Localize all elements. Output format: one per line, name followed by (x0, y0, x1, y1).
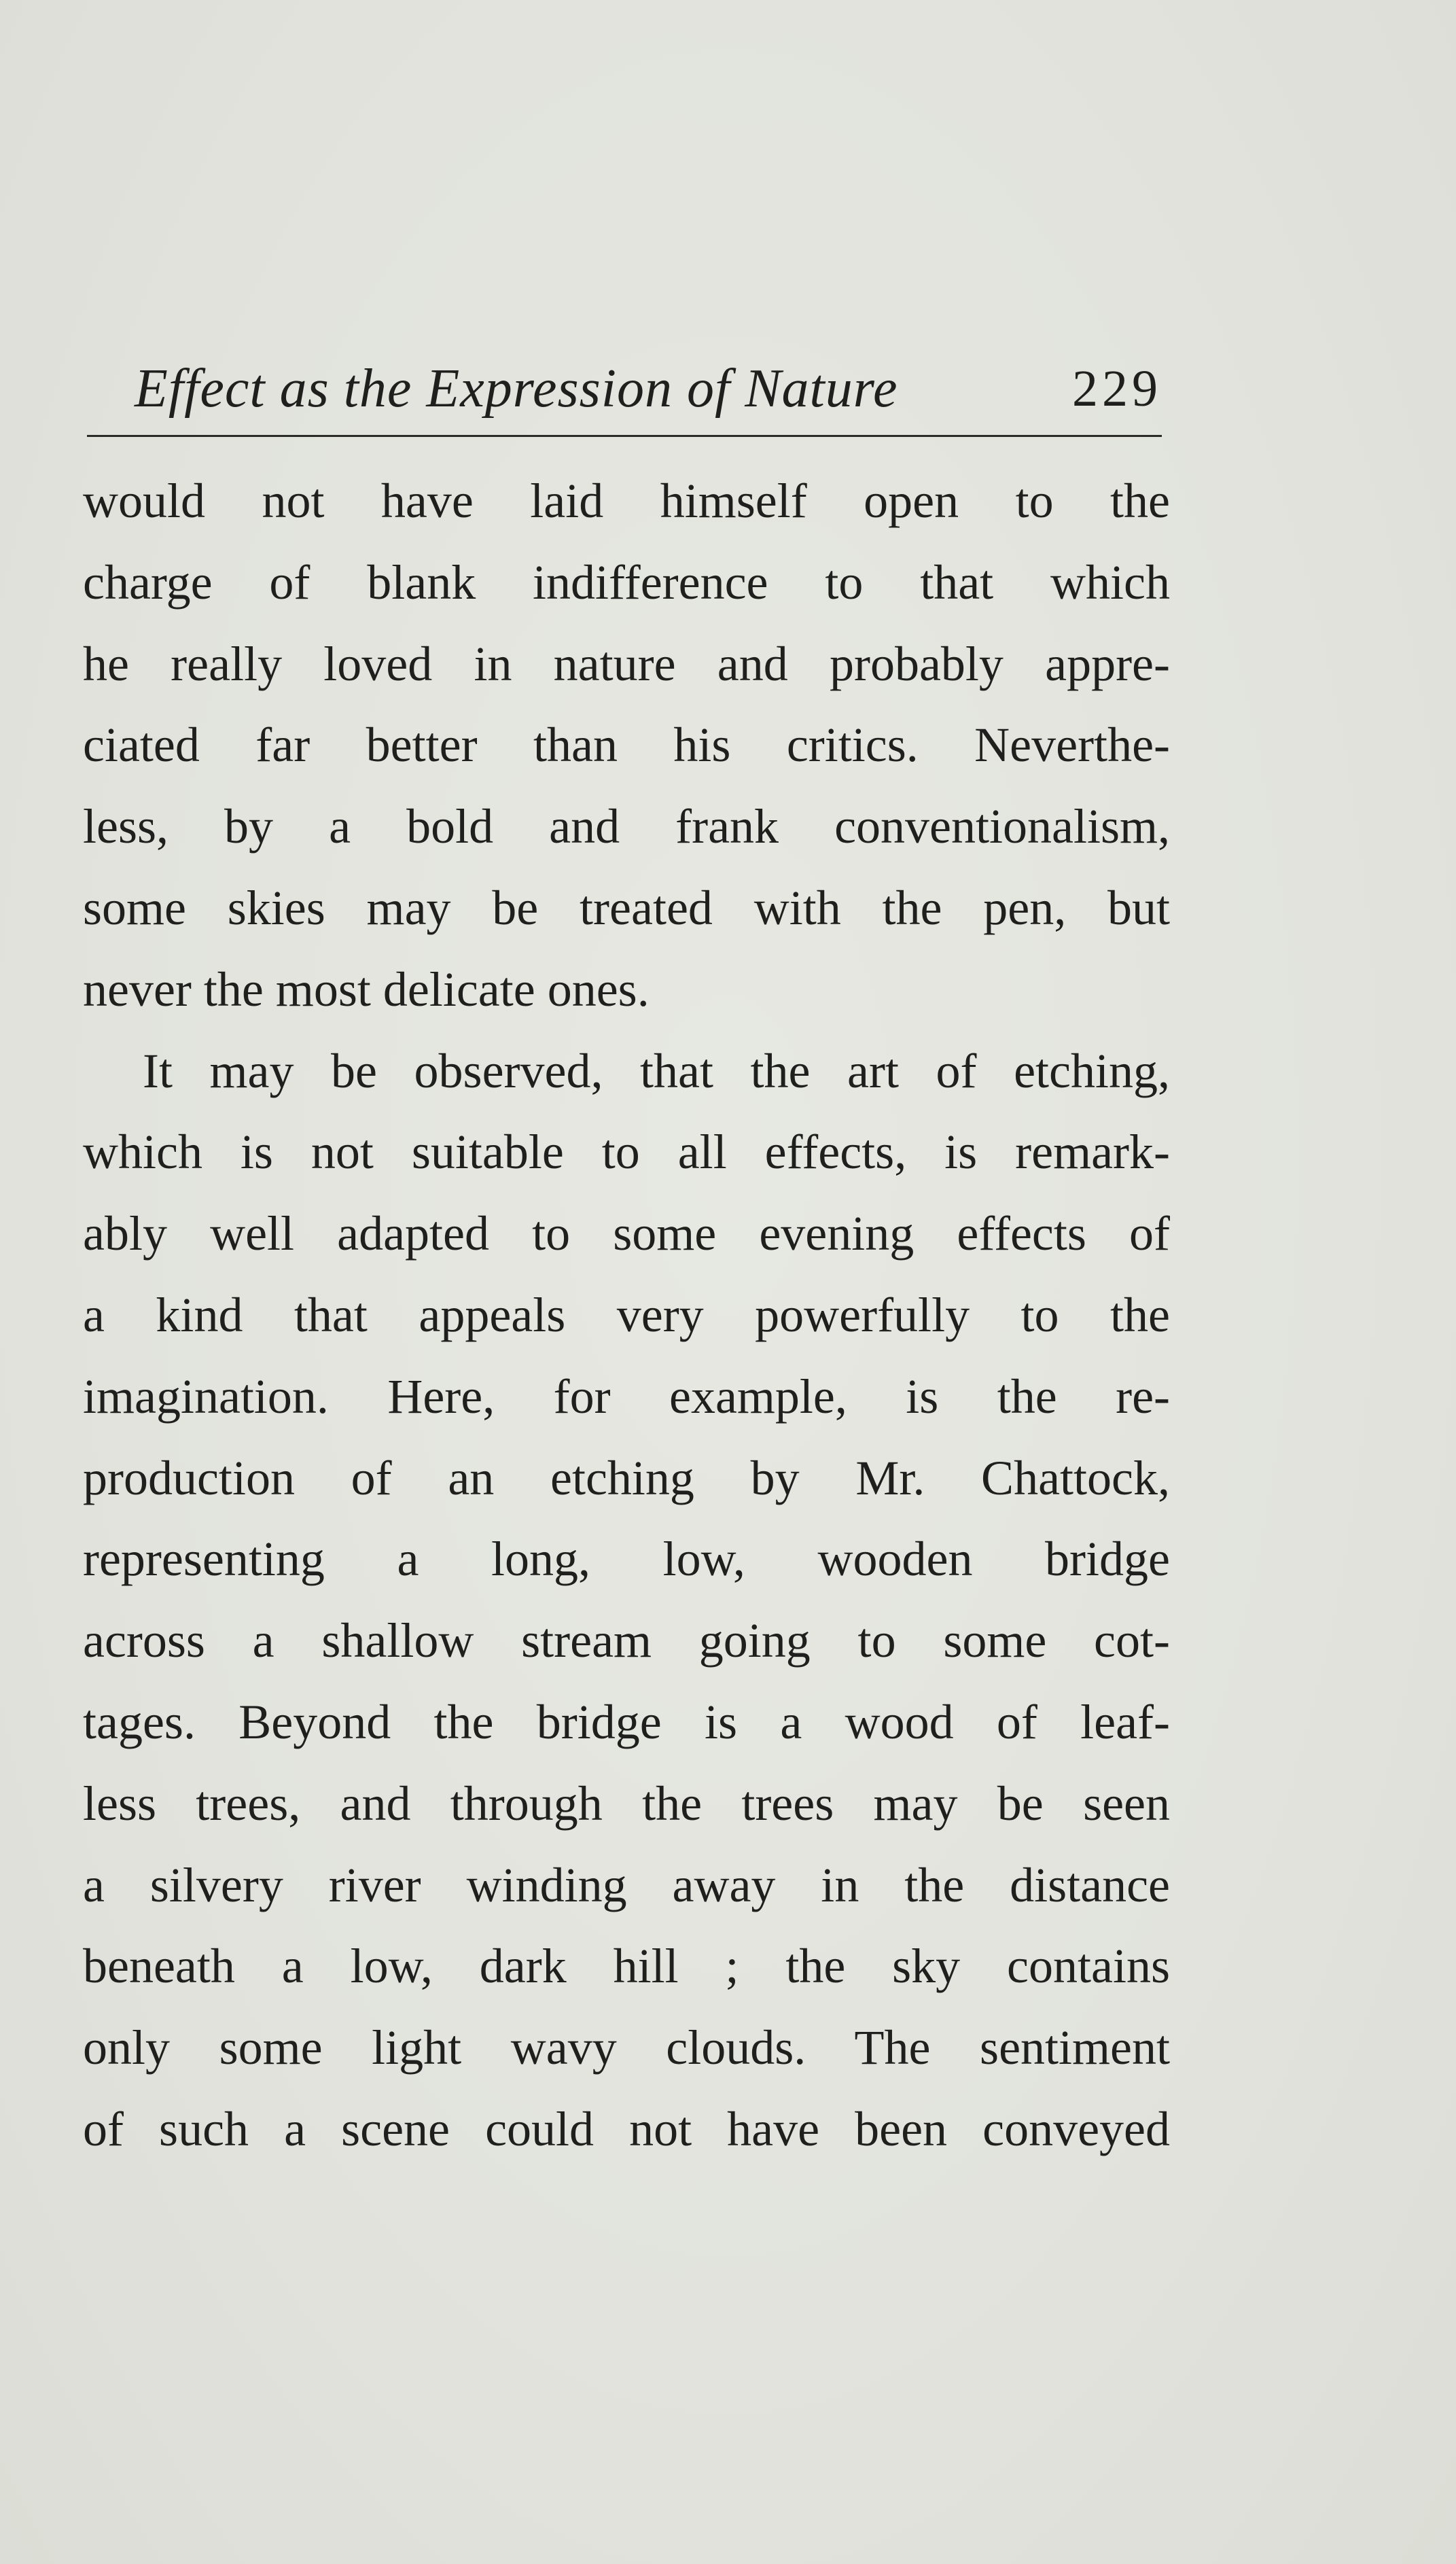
text-line: only some light wavy clouds. The sentiment (83, 2020, 1170, 2075)
text-line: a silvery river winding away in the distance (83, 1857, 1170, 1912)
text-line: ably well adapted to some evening effects of (83, 1206, 1170, 1261)
text-line: less, by a bold and frank conventionalism, (83, 799, 1170, 854)
text-line: some skies may be treated with the pen, but (83, 880, 1170, 935)
text-line: beneath a low, dark hill ; the sky contains (83, 1939, 1170, 1994)
body-text (83, 461, 1170, 2171)
text-line: across a shallow stream going to some cot- (83, 1613, 1170, 1668)
text-line: tages. Beyond the bridge is a wood of leaf- (83, 1694, 1170, 1749)
running-head (87, 348, 1162, 429)
header-rule (87, 435, 1162, 437)
text-line: never the most delicate ones. (83, 962, 650, 1017)
text-line: would not have laid himself open to the (83, 474, 1170, 528)
text-line: less trees, and through the trees may be seen (83, 1776, 1170, 1831)
text-line: representing a long, low, wooden bridge (83, 1532, 1170, 1587)
running-title: Effect as the Expression of Nature (135, 359, 898, 419)
text-line: charge of blank indifference to that which (83, 555, 1170, 610)
text-line: ciated far better than his critics. Neverthe- (83, 718, 1170, 773)
text-line: production of an etching by Mr. Chattock, (83, 1450, 1170, 1505)
text-line: which is not suitable to all effects, is remark- (83, 1125, 1170, 1180)
text-line: he really loved in nature and probably appre- (83, 636, 1170, 691)
text-line: of such a scene could not have been conveyed (83, 2101, 1170, 2156)
page-number: 229 (1072, 360, 1162, 417)
text-line: a kind that appeals very powerfully to the (83, 1287, 1170, 1342)
text-line: imagination. Here, for example, is the re- (83, 1369, 1170, 1424)
paragraph-first-line: It may be observed, that the art of etching, (143, 1043, 1170, 1098)
